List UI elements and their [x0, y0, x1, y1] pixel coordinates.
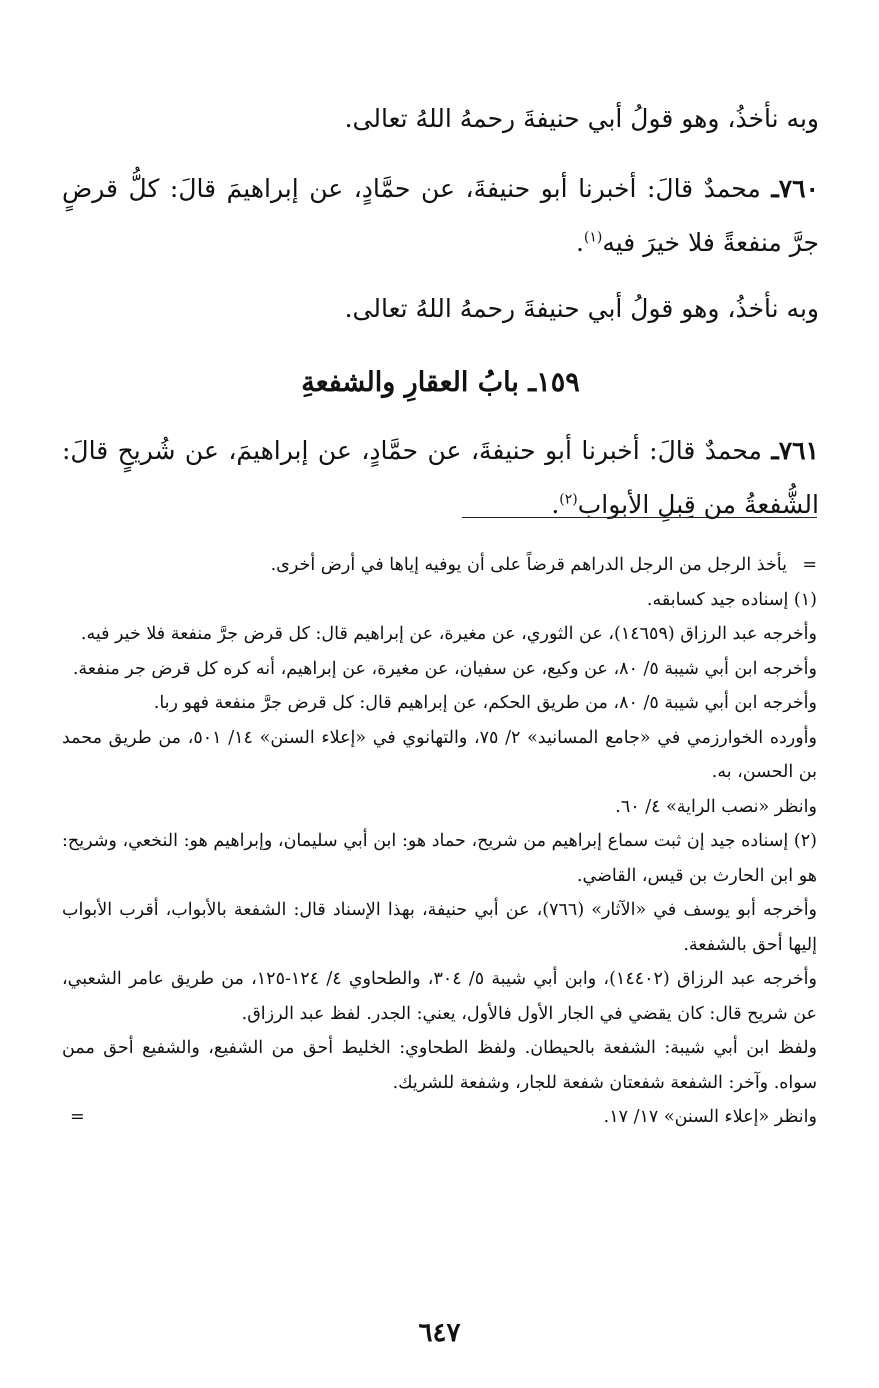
- hadith-text: محمدٌ قالَ: أخبرنا أبو حنيفةَ، عن حمَّادٍ، عن إبراهيمَ، عن شُريحٍ قالَ: الشُّفعةُ من قِبلِ الأبواب: [62, 436, 819, 519]
- continuation-mark: =: [70, 1107, 85, 1127]
- footnote-1-paragraph: وأخرجه عبد الرزاق (١٤٦٥٩)، عن الثوري، عن مغيرة، عن إبراهيم قال: كل قرض جرَّ منفعة فلا خير فيه.: [80, 624, 817, 644]
- footnote-continuation: [62, 548, 817, 583]
- footnote-1-paragraph: وأخرجه ابن أبي شيبة ٥/ ٨٠، من طريق الحكم، عن إبراهيم قال: كل قرض جرَّ منفعة فهو ربا.: [153, 693, 817, 713]
- followup-text: وبه نأخذُ، وهو قولُ أبي حنيفةَ رحمهُ اللهُ تعالى.: [344, 294, 819, 323]
- footnote-1-paragraph: وأورده الخوارزمي في «جامع المسانيد» ٢/ ٧٥، والتهانوي في «إعلاء السنن» ١٤/ ٥٠١، من طريق محمد بن الحسن، به.: [62, 727, 817, 782]
- sentence-end: .: [575, 228, 584, 257]
- footnote-1-paragraph: وانظر «نصب الراية» ٤/ ٦٠.: [615, 796, 817, 817]
- footnote-ref-2[interactable]: (٢): [559, 491, 578, 508]
- paragraph-followup-1: [62, 92, 819, 146]
- page-number: ٦٤٧: [418, 1318, 461, 1348]
- paragraph-followup-2: [62, 282, 819, 336]
- footnote-2: (٢) إسناده جيد إن ثبت سماع إبراهيم من شريح، حماد هو: ابن أبي سليمان، وإبراهيم هو: النخعي، وشريح: هو ابن الحارث بن قيس، القاضي.: [62, 831, 817, 886]
- footnote-text: وانظر «إعلاء السنن» ١٧/ ١٧.: [603, 1107, 817, 1127]
- footnote-1: (١) إسناده جيد كسابقه.: [646, 589, 817, 610]
- hadith-760: [62, 162, 819, 270]
- continuation-mark: =: [802, 555, 817, 575]
- hadith-761: [62, 424, 819, 532]
- hadith-number: ٧٦١ـ: [771, 436, 819, 465]
- footnotes: [62, 548, 817, 1135]
- hadith-number: ٧٦٠ـ: [771, 174, 819, 203]
- footnote-1-paragraph: وأخرجه ابن أبي شيبة ٥/ ٨٠، عن وكيع، عن سفيان، عن مغيرة، عن إبراهيم، أنه كره كل قرض جر منفعة.: [72, 658, 817, 679]
- followup-text: وبه نأخذُ، وهو قولُ أبي حنيفةَ رحمهُ اللهُ تعالى.: [344, 104, 819, 133]
- sentence-end: .: [551, 490, 560, 519]
- continuation-text: يأخذ الرجل من الرجل الدراهم قرضاً على أن يوفيه إياها في أرض أخرى.: [270, 555, 787, 575]
- footnote-ref-1[interactable]: (١): [583, 229, 603, 246]
- footnote-2-paragraph: ولفظ ابن أبي شيبة: الشفعة بالحيطان. ولفظ الطحاوي: الخليط أحق من الشفيع، والشفيع أحق ممن سواه. وآخر: الشفعة شفعتان شفعة للجار، وشفعة للشريك.: [62, 1038, 817, 1093]
- hadith-text: محمدٌ قالَ: أخبرنا أبو حنيفةَ، عن حمَّادٍ، عن إبراهيمَ قالَ: كلُّ قرضٍ جرَّ منفعةً فلا خيرَ فيه: [62, 174, 819, 257]
- footnote-2-paragraph: [62, 1100, 817, 1135]
- chapter-heading: ١٥٩ـ بابُ العقارِ والشفعةِ: [301, 367, 580, 398]
- footnote-2-paragraph: وأخرجه أبو يوسف في «الآثار» (٧٦٦)، عن أبي حنيفة، بهذا الإسناد قال: الشفعة بالأبواب، أقرب الأبواب إليها أحق بالشفعة.: [62, 900, 818, 955]
- footnote-separator: [462, 517, 817, 518]
- main-text: [62, 92, 819, 544]
- footnote-2-paragraph: وأخرجه عبد الرزاق (١٤٤٠٢)، وابن أبي شيبة ٥/ ٣٠٤، والطحاوي ٤/ ١٢٤-١٢٥، من طريق عامر الشعبي، عن شريح قال: كان يقضي في الجار الأول فالأول، يعني: الجدر. لفظ عبد الرزاق.: [62, 969, 817, 1024]
